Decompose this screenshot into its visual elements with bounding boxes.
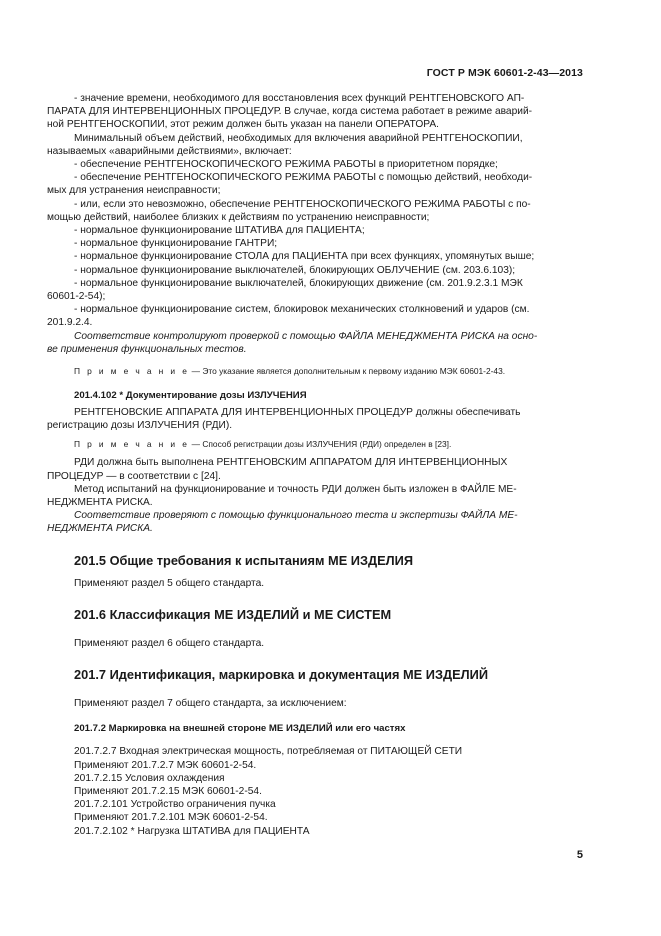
section-heading-201-5: 201.5 Общие требования к испытаниям МЕ ИЗДЕЛИЯ <box>74 552 414 568</box>
list-item: - нормальное функционирование систем, блокировок механических столкновений и ударов (см. <box>74 304 530 316</box>
list-item: мощью действий, наиболее близких к действиям по устранению неисправности; <box>47 211 430 223</box>
text-line: ной РЕНТГЕНОСКОПИИ, этот режим должен быть указан на панели ОПЕРАТОРА. <box>47 119 439 131</box>
text-line: Минимальный объем действий, необходимых для включения аварийной РЕНТГЕНОСКОПИИ, <box>74 132 523 144</box>
list-item: - нормальное функционирование СТОЛА для ПАЦИЕНТА при всех функциях, упомянутых выше; <box>74 251 535 263</box>
text-line: Применяют раздел 7 общего стандарта, за исключением: <box>74 698 347 710</box>
note <box>47 438 582 450</box>
compliance-text: Соответствие контролируют проверкой с помощью ФАЙЛА МЕНЕДЖМЕНТА РИСКА на осно- <box>74 330 538 342</box>
page-content <box>47 92 582 838</box>
section-heading: 201.4.102 * Документирование дозы ИЗЛУЧЕНИЯ <box>74 390 307 402</box>
list-item: - обеспечение РЕНТГЕНОСКОПИЧЕСКОГО РЕЖИМА РАБОТЫ с помощью действий, необходи- <box>74 172 533 184</box>
text-line: РЕНТГЕНОВСКИЕ АППАРАТА ДЛЯ ИНТЕРВЕНЦИОННЫХ ПРОЦЕДУР должны обеспечивать <box>74 407 521 419</box>
list-item: - нормальное функционирование выключателей, блокирующих ОБЛУЧЕНИЕ (см. 203.6.103); <box>74 264 516 276</box>
list-item: - нормальное функционирование выключателей, блокирующих движение (см. 201.9.2.3.1 МЭК <box>74 277 523 289</box>
section-heading-201-6: 201.6 Классификация МЕ ИЗДЕЛИЙ и МЕ СИСТЕМ <box>74 606 392 622</box>
text-line: 201.7.2.15 Условия охлаждения <box>74 772 225 784</box>
note <box>47 365 582 377</box>
note-label: П р и м е ч а н и е <box>74 366 190 377</box>
list-item: 201.9.2.4. <box>47 317 93 329</box>
section-heading-201-7: 201.7 Идентификация, маркировка и документация МЕ ИЗДЕЛИЙ <box>74 667 489 683</box>
text-line: Метод испытаний на функционирование и точность РДИ должен быть изложен в ФАЙЛЕ МЕ- <box>74 483 517 495</box>
text-line: Применяют раздел 5 общего стандарта. <box>74 577 265 589</box>
text-line: 201.7.2.101 Устройство ограничения пучка <box>74 799 276 811</box>
page-number: 5 <box>576 849 583 861</box>
text-line: НЕДЖМЕНТА РИСКА. <box>47 497 153 509</box>
text-line: называемых «аварийными действиями», включает: <box>47 145 292 157</box>
list-item: - или, если это невозможно, обеспечение РЕНТГЕНОСКОПИЧЕСКОГО РЕЖИМА РАБОТЫ с по- <box>74 198 531 210</box>
text-line: ПРОЦЕДУР — в соответствии с [24]. <box>47 470 221 482</box>
compliance-text: НЕДЖМЕНТА РИСКА. <box>47 523 153 535</box>
text-line: - значение времени, необходимого для восстановления всех функций РЕНТГЕНОВСКОГО АП- <box>74 93 525 104</box>
list-item: 60601-2-54); <box>47 291 106 303</box>
text-line: ПАРАТА ДЛЯ ИНТЕРВЕНЦИОННЫХ ПРОЦЕДУР. В случае, когда система работает в режиме аварий- <box>47 106 533 118</box>
text-line: 201.7.2.102 * Нагрузка ШТАТИВА для ПАЦИЕНТА <box>74 825 310 837</box>
list-item: - нормальное функционирование ГАНТРИ; <box>74 238 278 250</box>
text-line: Применяют раздел 6 общего стандарта. <box>74 637 265 649</box>
text-line: Применяют 201.7.2.7 МЭК 60601-2-54. <box>74 759 257 771</box>
list-item: мых для устранения неисправности; <box>47 185 221 197</box>
note-text: — Это указание является дополнительным к первому изданию МЭК 60601-2-43. <box>189 366 506 377</box>
note-label: П р и м е ч а н и е <box>74 439 190 450</box>
list-item: - нормальное функционирование ШТАТИВА для ПАЦИЕНТА; <box>74 225 365 237</box>
text-line: регистрацию дозы ИЗЛУЧЕНИЯ (РДИ). <box>47 420 233 432</box>
compliance-text: ве применения функциональных тестов. <box>47 343 247 355</box>
list-item: - обеспечение РЕНТГЕНОСКОПИЧЕСКОГО РЕЖИМА РАБОТЫ в приоритетном порядке; <box>74 159 498 171</box>
note-text: — Способ регистрации дозы ИЗЛУЧЕНИЯ (РДИ) определен в [23]. <box>189 439 452 450</box>
document-code-header: ГОСТ Р МЭК 60601-2-43—2013 <box>426 67 583 79</box>
subsection-heading-201-7-2: 201.7.2 Маркировка на внешней стороне МЕ ИЗДЕЛИЙ или его частях <box>74 723 406 735</box>
text-line: Применяют 201.7.2.15 МЭК 60601-2-54. <box>74 785 262 797</box>
compliance-text: Соответствие проверяют с помощью функционального теста и экспертизы ФАЙЛА МЕ- <box>74 510 518 522</box>
text-line: 201.7.2.7 Входная электрическая мощность, потребляемая от ПИТАЮЩЕЙ СЕТИ <box>74 746 463 758</box>
text-line: РДИ должна быть выполнена РЕНТГЕНОВСКИМ АППАРАТОМ ДЛЯ ИНТЕРВЕНЦИОННЫХ <box>74 457 508 469</box>
text-line: Применяют 201.7.2.101 МЭК 60601-2-54. <box>74 812 268 824</box>
